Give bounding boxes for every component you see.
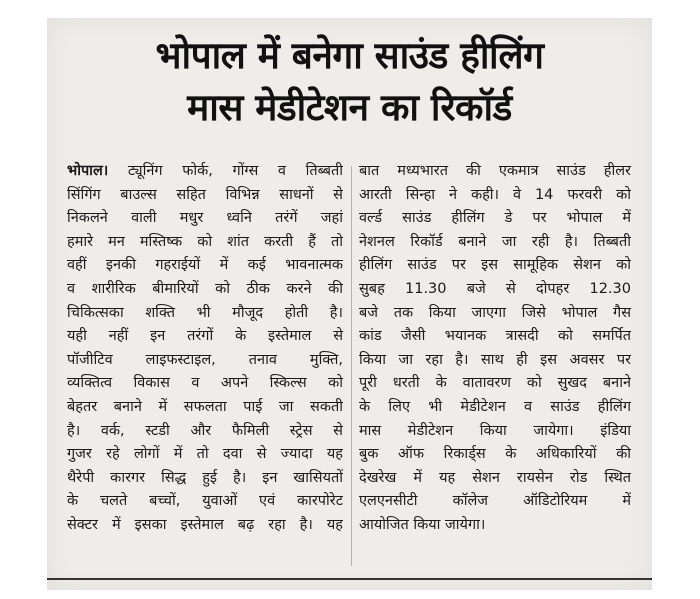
text-line-content: ट्यूनिंग फोर्क, गोंग्स व तिब्बती [127,163,343,179]
column-divider [351,166,352,566]
text-line: हमारे मन मस्तिष्क को शांत करती हैं तो [67,233,343,250]
text-line: बुक ऑफ रिकार्ड्स के अधिकारियों की [359,446,631,463]
text-line: नेशनल रिकॉर्ड बनाने जा रही है। तिब्बती [359,233,631,250]
bottom-rule [47,578,652,580]
text-line: गुजर रहे लोगों में तो दवा से ज्यादा यह [67,446,343,463]
text-line: थैरेपी कारगर सिद्ध हुई है। इन खासियतों [67,469,343,486]
text-line [67,160,343,184]
text-line: कांड जैसी भयानक त्रासदी को समर्पित [359,328,631,345]
text-line: के चलते बच्चों, युवाओं एवं कारपोरेट [67,493,343,510]
text-line: यही नहीं इन तरंगों के इस्तेमाल से [67,328,343,345]
text-line: देखरेख में यह सेशन रायसेन रोड स्थित [359,469,631,486]
text-line: आयोजित किया जायेगा। [359,516,486,533]
text-line: व शारीरिक बीमारियों को ठीक करने की [67,280,343,297]
text-line: किया जा रहा है। साथ ही इस अवसर पर [359,351,631,368]
text-line: है। वर्क, स्टडी और फैमिली स्ट्रेस से [67,422,343,439]
text-line: सेक्टर में इसका इस्तेमाल बढ़ रहा है। यह [67,516,343,533]
text-line: बेहतर बनाने में सफलता पाई जा सकती [67,398,343,415]
text-line: मास मेडीटेशन किया जायेगा। इंडिया [359,422,631,439]
headline-line-1: भोपाल में बनेगा साउंड हीलिंग [155,34,544,77]
text-line: हीलिंग साउंड पर इस सामूहिक सेशन को [359,257,631,274]
text-line: के लिए भी मेडीटेशन व साउंड हीलिंग [359,398,631,415]
text-line: निकलने वाली मधुर ध्वनि तरंगें जहां [67,210,343,227]
article-column-left [67,160,343,538]
text-line: वर्ल्ड साउंड हीलिंग डे पर भोपाल में [359,210,631,227]
text-line: एलएनसीटी कॉलेज ऑडिटोरियम में [359,493,631,510]
headline-line-2: मास मेडीटेशन का रिकॉर्ड [187,86,512,129]
text-line: व्यक्तित्व विकास व अपने स्किल्स को [67,375,343,392]
text-line: वहीं इनकी गहराईयों में कई भावनात्मक [67,257,343,274]
text-line: सुबह 11.30 बजे से दोपहर 12.30 [359,280,631,297]
text-line: पॉजीटिव लाइफस्टाइल, तनाव मुक्ति, [67,351,343,368]
text-line: चिकित्सका शक्ति भी मौजूद होती है। [67,304,343,321]
text-line: सिंगिंग बाउल्स सहित विभिन्न साधनों से [67,186,343,203]
text-line: पूरी धरती के वातावरण को सुखद बनाने [359,375,631,392]
dateline: भोपाल। [67,163,109,179]
newspaper-clipping [47,18,652,590]
article-column-right [359,160,631,538]
text-line: बजे तक किया जाएगा जिसे भोपाल गैस [359,304,631,321]
text-line: बात मध्यभारत की एकमात्र साउंड हीलर [359,163,631,179]
text-line: आरती सिन्हा ने कही। वे 14 फरवरी को [359,186,631,203]
